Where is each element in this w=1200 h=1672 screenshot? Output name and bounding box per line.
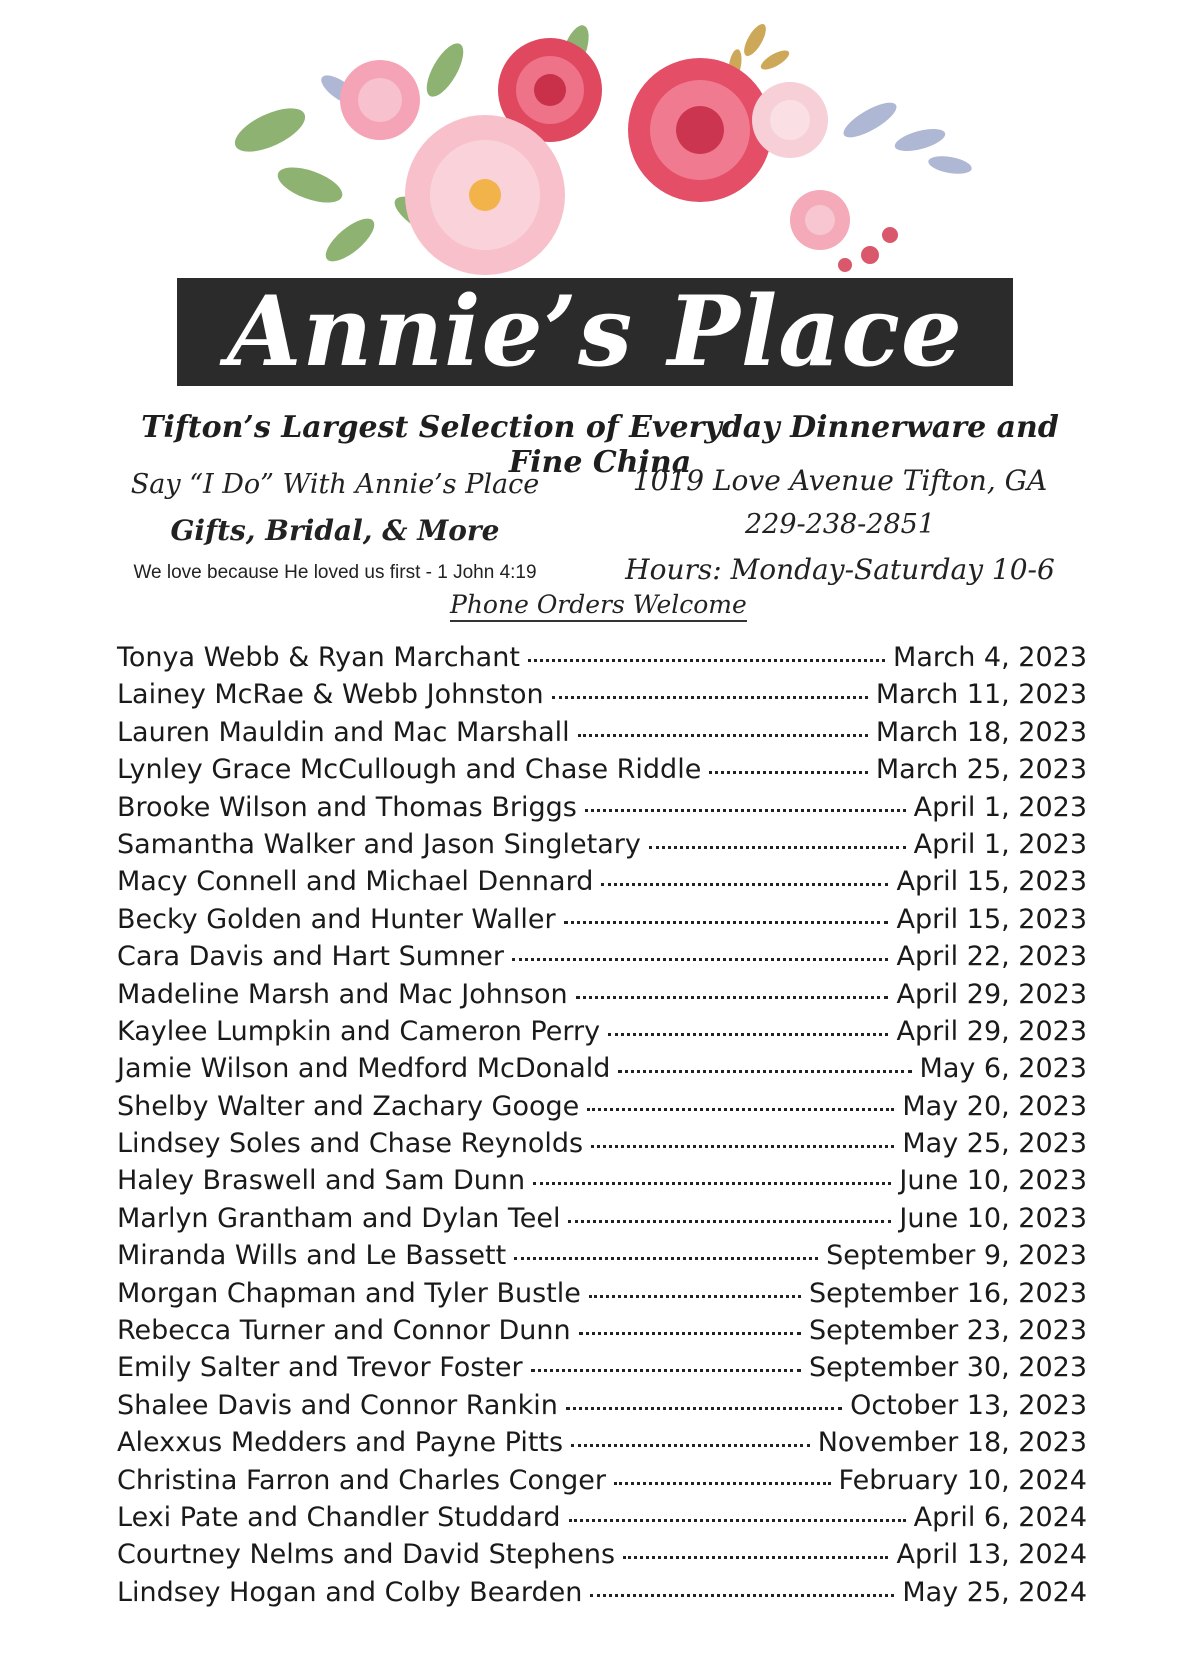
wedding-date: February 10, 2024 <box>838 1464 1087 1496</box>
couple-name: Madeline Marsh and Mac Johnson <box>117 978 568 1010</box>
list-item <box>117 979 1087 1016</box>
list-item <box>117 679 1087 716</box>
tagline: Tifton’s Largest Selection of Everyday Dinnerware and Fine China <box>141 410 1059 480</box>
list-item <box>117 1577 1087 1614</box>
dot-leader <box>566 1407 842 1410</box>
floral-bouquet-illustration <box>230 10 990 280</box>
wedding-date: April 1, 2023 <box>913 791 1087 823</box>
list-item <box>117 1278 1087 1315</box>
couple-name: Courtney Nelms and David Stephens <box>117 1539 616 1571</box>
dot-leader <box>528 659 885 662</box>
dot-leader <box>585 809 906 812</box>
wedding-date: November 18, 2023 <box>817 1427 1087 1459</box>
list-item <box>117 1427 1087 1464</box>
rose-icon <box>628 58 772 202</box>
couple-name: Shelby Walter and Zachary Googe <box>117 1090 580 1122</box>
list-item <box>117 1016 1087 1053</box>
list-item <box>117 754 1087 791</box>
bible-verse: We love because He loved us first - 1 John 4:19 <box>133 562 537 583</box>
couple-name: Samantha Walker and Jason Singletary <box>117 828 641 860</box>
dot-leader <box>512 958 889 961</box>
wedding-date: June 10, 2023 <box>899 1202 1087 1234</box>
couple-name: Lindsey Hogan and Colby Bearden <box>117 1576 583 1608</box>
list-item <box>117 904 1087 941</box>
rose-icon <box>752 82 850 250</box>
list-item <box>117 1315 1087 1352</box>
left-info-column <box>100 462 570 588</box>
dot-leader <box>587 1108 894 1111</box>
store-name: Annie’s Place <box>227 275 963 388</box>
phone-orders-note: Phone Orders Welcome <box>450 590 747 622</box>
dot-leader <box>601 883 888 886</box>
couple-name: Alexxus Medders and Payne Pitts <box>117 1427 564 1459</box>
dot-leader <box>514 1257 818 1260</box>
wedding-date: May 6, 2023 <box>919 1053 1087 1085</box>
couple-name: Lainey McRae & Webb Johnston <box>117 679 544 711</box>
list-item <box>117 717 1087 754</box>
couple-name: Kaylee Lumpkin and Cameron Perry <box>117 1015 601 1047</box>
list-item <box>117 1165 1087 1202</box>
phone-number: 229-238-2851 <box>744 509 936 540</box>
wedding-date: April 15, 2023 <box>896 903 1087 935</box>
dot-leader <box>552 696 868 699</box>
bridal-registry-list <box>117 642 1087 1614</box>
dot-leader <box>568 1220 891 1223</box>
list-item <box>117 1390 1087 1427</box>
slogan: Say “I Do” With Annie’s Place <box>130 469 540 500</box>
couple-name: Becky Golden and Hunter Waller <box>117 903 556 935</box>
wedding-date: April 22, 2023 <box>896 941 1087 973</box>
wedding-date: May 25, 2023 <box>902 1128 1087 1160</box>
couple-name: Miranda Wills and Le Bassett <box>117 1240 507 1272</box>
list-item <box>117 1053 1087 1090</box>
list-item <box>117 1465 1087 1502</box>
dot-leader <box>564 921 889 924</box>
list-item <box>117 1539 1087 1576</box>
couple-name: Shalee Davis and Connor Rankin <box>117 1389 558 1421</box>
wedding-date: April 29, 2023 <box>896 978 1087 1010</box>
list-item <box>117 829 1087 866</box>
dot-leader <box>576 996 889 999</box>
wedding-date: September 30, 2023 <box>808 1352 1087 1384</box>
couple-name: Lynley Grace McCullough and Chase Riddle <box>117 754 702 786</box>
dot-leader <box>709 771 868 774</box>
couple-name: Rebecca Turner and Connor Dunn <box>117 1315 571 1347</box>
dot-leader <box>649 846 906 849</box>
wedding-date: April 29, 2023 <box>896 1015 1087 1047</box>
wedding-date: September 23, 2023 <box>808 1315 1087 1347</box>
dot-leader <box>590 1594 894 1597</box>
berry-icon <box>838 227 898 272</box>
list-item <box>117 1502 1087 1539</box>
list-item <box>117 1091 1087 1128</box>
dot-leader <box>608 1033 888 1036</box>
couple-name: Emily Salter and Trevor Foster <box>117 1352 523 1384</box>
services: Gifts, Bridal, & More <box>170 514 500 547</box>
list-item <box>117 642 1087 679</box>
list-item <box>117 941 1087 978</box>
wedding-date: May 25, 2024 <box>902 1576 1087 1608</box>
wedding-date: April 13, 2024 <box>896 1539 1087 1571</box>
dot-leader <box>614 1482 831 1485</box>
wedding-date: March 11, 2023 <box>875 679 1087 711</box>
couple-name: Brooke Wilson and Thomas Briggs <box>117 791 577 823</box>
wedding-date: September 16, 2023 <box>808 1277 1087 1309</box>
wedding-date: April 6, 2024 <box>913 1501 1087 1533</box>
list-item <box>117 1128 1087 1165</box>
wedding-date: September 9, 2023 <box>826 1240 1087 1272</box>
list-item <box>117 1352 1087 1389</box>
couple-name: Marlyn Grantham and Dylan Teel <box>117 1202 561 1234</box>
couple-name: Morgan Chapman and Tyler Bustle <box>117 1277 581 1309</box>
list-item <box>117 866 1087 903</box>
couple-name: Christina Farron and Charles Conger <box>117 1464 606 1496</box>
couple-name: Cara Davis and Hart Sumner <box>117 941 504 973</box>
couple-name: Macy Connell and Michael Dennard <box>117 866 594 898</box>
couple-name: Lexi Pate and Chandler Studdard <box>117 1501 561 1533</box>
wedding-date: March 25, 2023 <box>875 754 1087 786</box>
wedding-date: April 1, 2023 <box>913 828 1087 860</box>
store-hours: Hours: Monday-Saturday 10-6 <box>625 553 1055 586</box>
dot-leader <box>533 1182 891 1185</box>
list-item <box>117 1203 1087 1240</box>
rose-icon <box>340 60 420 140</box>
couple-name: Lauren Mauldin and Mac Marshall <box>117 716 570 748</box>
wedding-date: October 13, 2023 <box>850 1389 1087 1421</box>
wedding-date: March 18, 2023 <box>875 716 1087 748</box>
list-item <box>117 1240 1087 1277</box>
right-info-column <box>610 458 1070 594</box>
wedding-date: April 15, 2023 <box>896 866 1087 898</box>
dot-leader <box>579 1332 801 1335</box>
couple-name: Jamie Wilson and Medford McDonald <box>117 1053 611 1085</box>
wedding-date: May 20, 2023 <box>902 1090 1087 1122</box>
address: 1019 Love Avenue Tifton, GA <box>632 464 1048 497</box>
dot-leader <box>571 1444 810 1447</box>
wedding-date: March 4, 2023 <box>893 642 1087 673</box>
list-item <box>117 792 1087 829</box>
store-name-banner <box>177 275 1013 388</box>
dot-leader <box>531 1369 801 1372</box>
wedding-date: June 10, 2023 <box>899 1165 1087 1197</box>
couple-name: Haley Braswell and Sam Dunn <box>117 1165 526 1197</box>
rose-icon <box>405 115 565 275</box>
dot-leader <box>589 1295 801 1298</box>
dot-leader <box>618 1070 911 1073</box>
dot-leader <box>623 1556 888 1559</box>
dot-leader <box>591 1145 894 1148</box>
couple-name: Lindsey Soles and Chase Reynolds <box>117 1128 584 1160</box>
dot-leader <box>569 1519 906 1522</box>
dot-leader <box>578 734 868 737</box>
couple-name: Tonya Webb & Ryan Marchant <box>117 642 520 673</box>
